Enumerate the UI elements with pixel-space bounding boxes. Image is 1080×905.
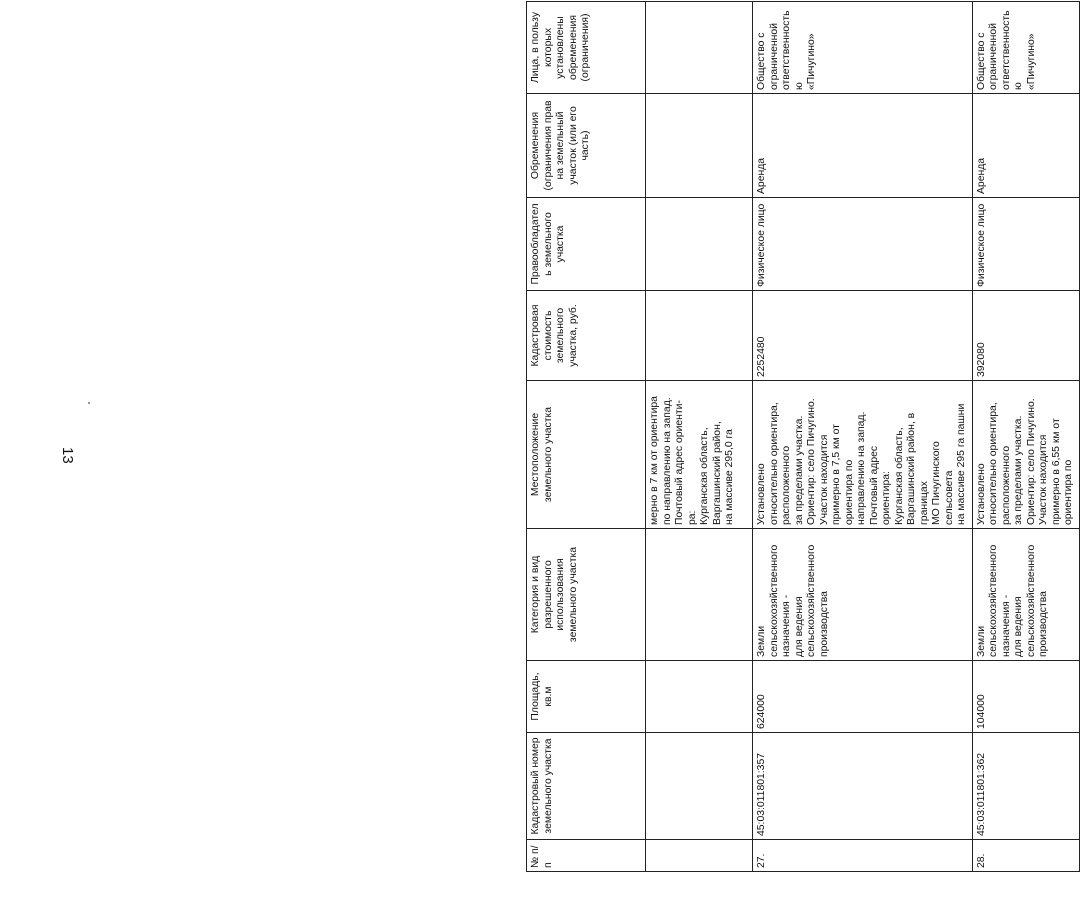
table-row-continuation: [646, 2, 753, 872]
header-cost: Кадастровая стоимость земельного участка, руб.: [527, 291, 646, 381]
cell-cost: 2252480: [753, 291, 973, 381]
land-plots-table: [526, 1, 1080, 872]
cell-location-continued: мерно в 7 км от ориентира по направлению на запад. Почтовый адрес ориенти- ра: Курганская область, Варгашинский район, на массиве 295,0 га: [646, 381, 753, 529]
cell-empty: [646, 840, 753, 872]
table-row: [753, 2, 973, 872]
cell-category: Земли сельскохозяйственного назначения - для ведения сельскохозяйственного производства: [972, 529, 1079, 661]
cell-num: 27.: [753, 840, 973, 872]
cell-holder: Физическое лицо: [972, 198, 1079, 291]
cell-area: 104000: [972, 661, 1079, 733]
cell-location: Установлено относительно ориентира, расположенного за пределами участка. Ориентир: село Пичугино. Участок находится примерно в 7,5 км от ориентира по направлению на запад. Почтовый адрес ориентира: Курганская область, Варгашинский район, в границах МО Пичугинского сельсовета на массиве 295 га пашни: [753, 381, 973, 529]
cell-num: 28.: [972, 840, 1079, 872]
cell-beneficiary: Общество с ограниченной ответственностью «Пичугино»: [972, 2, 1079, 94]
cell-empty: [646, 94, 753, 198]
cell-encumbrance: Аренда: [972, 94, 1079, 198]
cell-beneficiary: Общество с ограниченной ответственностью «Пичугино»: [753, 2, 973, 94]
cell-encumbrance: Аренда: [753, 94, 973, 198]
cell-holder: Физическое лицо: [753, 198, 973, 291]
table-row: [972, 2, 1079, 872]
cell-cost: 392080: [972, 291, 1079, 381]
header-encumbrance: Обременения (ограничения прав на земельный участок (или его часть): [527, 94, 646, 198]
cell-empty: [646, 291, 753, 381]
rotated-page-content: [526, 2, 1074, 872]
header-category: Категория и вид разрешенного использования земельного участка: [527, 529, 646, 661]
cell-category: Земли сельскохозяйственного назначения - для ведения сельскохозяйственного производства: [753, 529, 973, 661]
cell-empty: [646, 198, 753, 291]
cell-empty: [646, 2, 753, 94]
cell-cadastral: 45:03:011801:362: [972, 733, 1079, 840]
header-num: № п/п: [527, 840, 646, 872]
cell-area: 624000: [753, 661, 973, 733]
header-holder: Правообладатель земельного участка: [527, 198, 646, 291]
table-header-row: [527, 2, 646, 872]
cell-empty: [646, 661, 753, 733]
header-location: Местоположение земельного участка: [527, 381, 646, 529]
cell-cadastral: 45:03:011801:357: [753, 733, 973, 840]
scan-speck: [88, 402, 90, 404]
header-area: Площадь, кв.м: [527, 661, 646, 733]
header-cadastral: Кадастровый номер земельного участка: [527, 733, 646, 840]
page-number: 13: [59, 447, 76, 464]
header-beneficiary: Лица, в пользу которых установлены обременения (ограничения): [527, 2, 646, 94]
cell-empty: [646, 733, 753, 840]
cell-empty: [646, 529, 753, 661]
cell-location: Установлено относительно ориентира, расположенного за пределами участка. Ориентир: село Пичугино. Участок находится примерно в 6,55 км от ориентира по: [972, 381, 1079, 529]
